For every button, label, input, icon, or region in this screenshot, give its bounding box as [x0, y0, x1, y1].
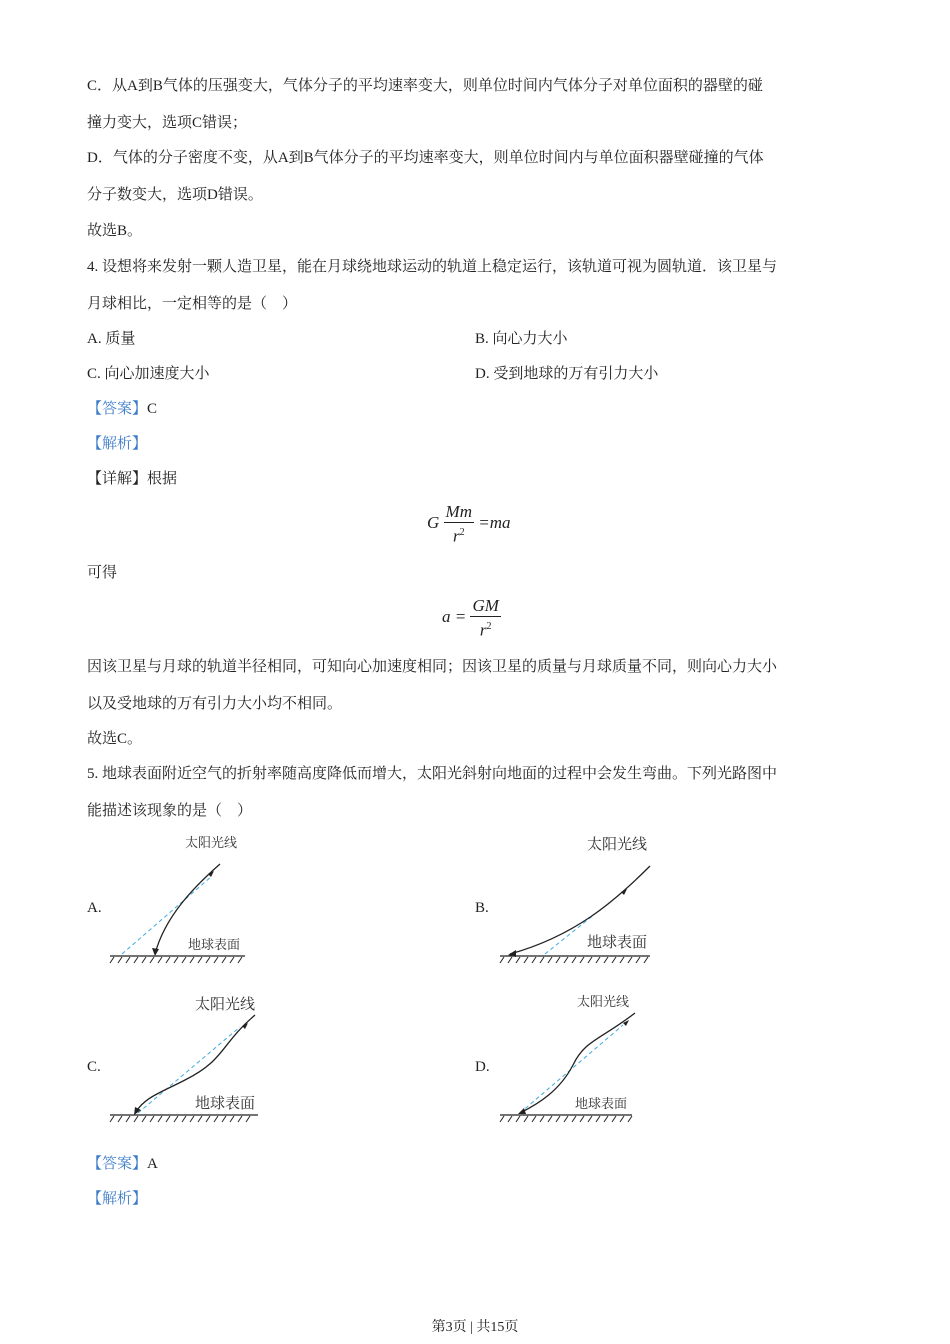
formula-rhs: =ma [478, 513, 511, 533]
q5-option-b-label: B. [475, 900, 489, 916]
formula-g: G [427, 513, 440, 533]
q5-diagram-c [100, 985, 270, 1125]
page-footer: 第3页 | 共15页 [431, 1320, 519, 1335]
ground-hatch [500, 957, 648, 963]
keyde: 可得 [87, 565, 118, 581]
answer-value: A [147, 1156, 158, 1172]
q4-stem-line-2: 月球相比，一定相等的是（ ） [87, 296, 298, 312]
sun-ray-label: 太阳光线 [185, 835, 238, 850]
ground-hatch [110, 957, 242, 963]
q4-explanation-1: 因该卫星与月球的轨道半径相同，可知向心加速度相同；因该卫星的质量与月球质量不同，则向心力大小 [87, 659, 778, 675]
fraction-numerator: Mm [445, 502, 472, 521]
option-c-line-1: C．从A到B气体的压强变大，气体分子的平均速率变大，则单位时间内气体分子对单位面积的器壁的碰 [87, 78, 763, 94]
q5-diagram-d [495, 985, 655, 1125]
prev-answer-conclusion: 故选B。 [87, 223, 143, 239]
q5-diagram-a [100, 826, 260, 966]
q4-option-d: D. 受到地球的万有引力大小 [475, 366, 659, 382]
q4-conclusion: 故选C。 [87, 731, 143, 747]
ground-hatch [500, 1116, 632, 1122]
formula-fraction-2 [470, 596, 500, 641]
q5-answer [87, 1154, 158, 1174]
q5-option-d-label: D. [475, 1059, 490, 1075]
q4-detail: 【详解】根据 [87, 471, 178, 487]
q4-option-c: C. 向心加速度大小 [87, 366, 210, 382]
fraction-denominator: $r^2$ [479, 620, 492, 640]
q5-option-a-label: A. [87, 900, 102, 916]
ground-label: 地球表面 [575, 1096, 628, 1111]
formula-a: a = [442, 607, 467, 627]
q5-option-c-label: C. [87, 1059, 101, 1075]
q4-explanation-2: 以及受地球的万有引力大小均不相同。 [87, 696, 343, 712]
answer-value: C [147, 401, 158, 417]
sun-ray-label: 太阳光线 [195, 996, 256, 1013]
arrow-icon [518, 1108, 526, 1114]
ground-label: 地球表面 [587, 934, 648, 951]
option-d-line-2: 分子数变大，选项D错误。 [87, 187, 263, 203]
answer-tag: 【答案】 [87, 1156, 148, 1172]
ground-label: 地球表面 [188, 937, 241, 952]
sun-ray-label: 太阳光线 [577, 994, 630, 1009]
sun-ray-label: 太阳光线 [587, 836, 648, 853]
ground-hatch [110, 1116, 250, 1122]
option-d-line-1: D．气体的分子密度不变，从A到B气体分子的平均速率变大，则单位时间内与单位面积器壁碰撞的气体 [87, 150, 764, 166]
formula-gravity [427, 502, 510, 547]
formula-acceleration [442, 596, 501, 641]
fraction-denominator: $r^2$ [452, 526, 465, 546]
q5-stem-line-1: 5. 地球表面附近空气的折射率随高度降低而增大，太阳光斜射向地面的过程中会发生弯曲。下列光路图中 [87, 766, 778, 782]
q4-option-a: A. 质量 [87, 331, 136, 347]
option-c-line-2: 撞力变大，选项C错误； [87, 115, 248, 131]
q4-stem-line-1: 4. 设想将来发射一颗人造卫星，能在月球绕地球运动的轨道上稳定运行，该轨道可视为圆轨道．该卫星与 [87, 259, 778, 275]
formula-fraction-1 [444, 502, 474, 547]
q5-diagram-b [495, 826, 665, 966]
arrow-icon [152, 948, 159, 956]
answer-tag: 【答案】 [87, 401, 148, 417]
fraction-numerator: GM [472, 596, 499, 615]
q5-analysis-tag: 【解析】 [87, 1191, 148, 1207]
q4-answer [87, 399, 157, 419]
q4-analysis-tag: 【解析】 [87, 436, 148, 452]
q5-stem-line-2: 能描述该现象的是（ ） [87, 803, 253, 819]
q4-option-b: B. 向心力大小 [475, 331, 568, 347]
ground-label: 地球表面 [195, 1095, 256, 1112]
